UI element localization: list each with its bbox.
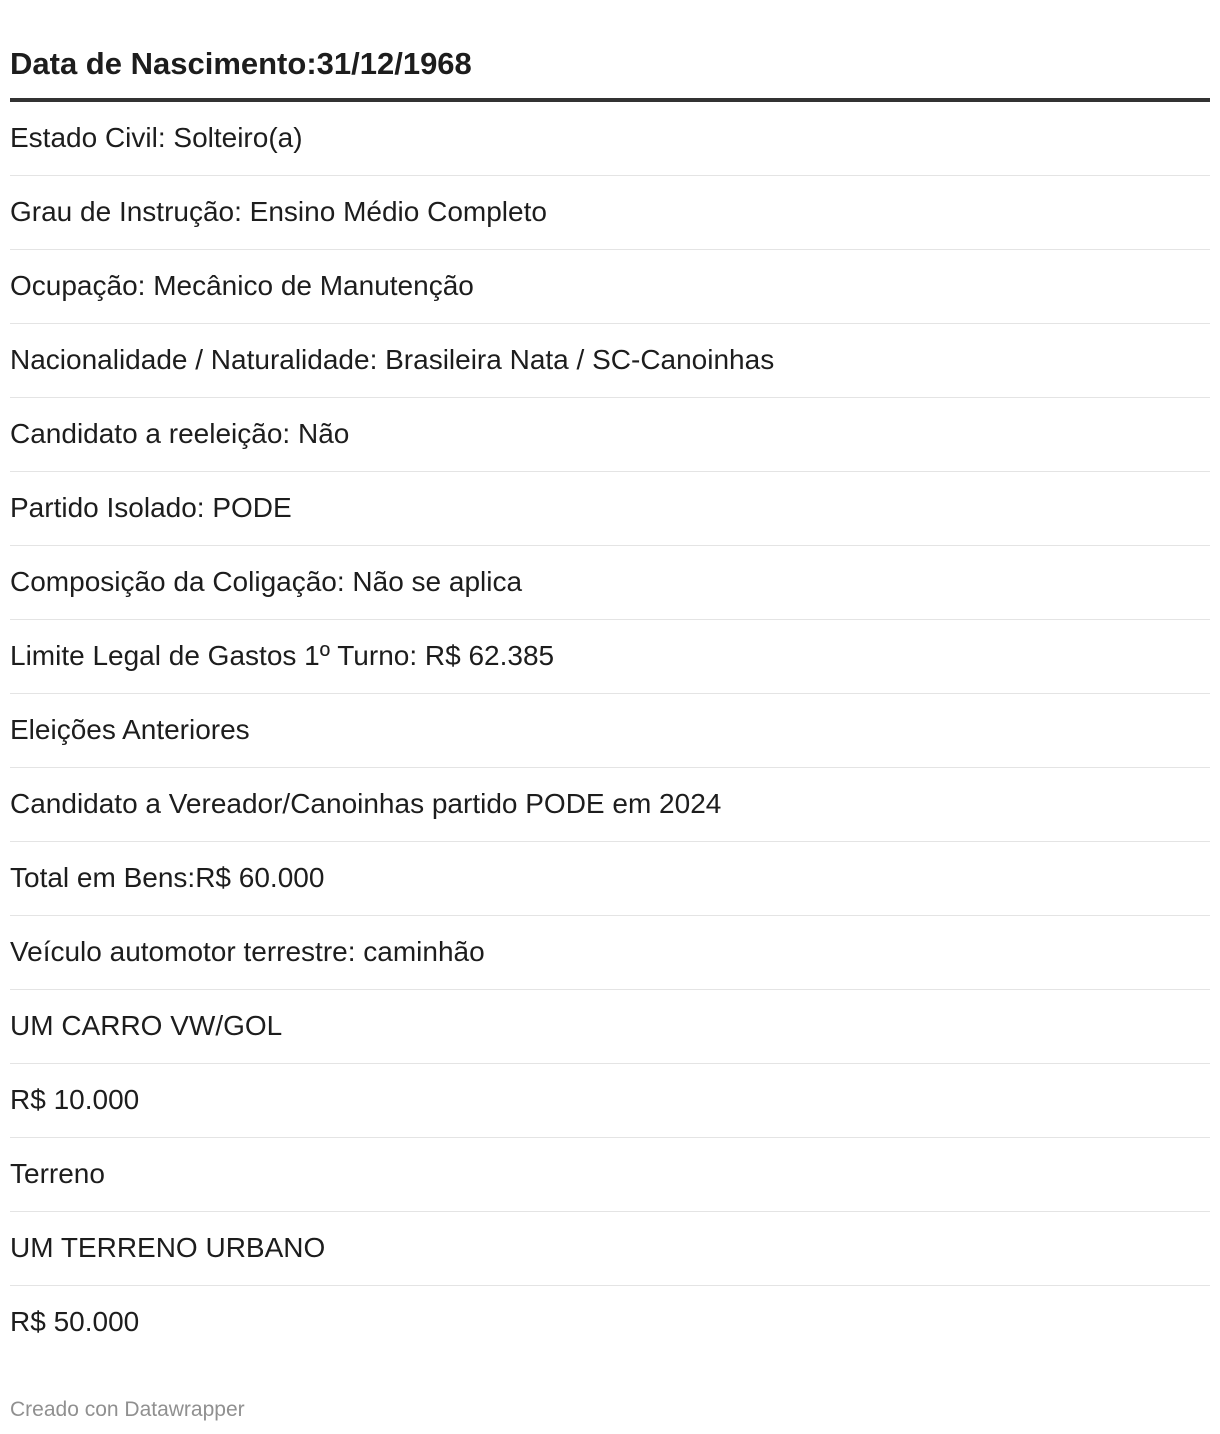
table-row xyxy=(10,916,1210,990)
table-row xyxy=(10,768,1210,842)
row-text: Grau de Instrução: Ensino Médio Completo xyxy=(10,196,547,227)
table-row xyxy=(10,102,1210,176)
row-text: Nacionalidade / Naturalidade: Brasileira Nata / SC-Canoinhas xyxy=(10,344,775,375)
row-text: Veículo automotor terrestre: caminhão xyxy=(10,936,485,967)
datawrapper-credit: Creado con Datawrapper xyxy=(10,1398,245,1421)
table-row xyxy=(10,1212,1210,1286)
row-text: Terreno xyxy=(10,1158,105,1189)
table-row xyxy=(10,842,1210,916)
row-text: R$ 50.000 xyxy=(10,1306,140,1337)
row-text: Estado Civil: Solteiro(a) xyxy=(10,122,303,153)
row-text: Partido Isolado: PODE xyxy=(10,492,292,523)
row-text: Eleições Anteriores xyxy=(10,714,250,745)
row-text: Ocupação: Mecânico de Manutenção xyxy=(10,270,474,301)
table-row xyxy=(10,694,1210,768)
row-text: Candidato a reeleição: Não xyxy=(10,418,350,449)
table-row xyxy=(10,472,1210,546)
table-row xyxy=(10,620,1210,694)
table-body xyxy=(10,102,1210,1359)
table-row xyxy=(10,1138,1210,1212)
row-text: R$ 10.000 xyxy=(10,1084,140,1115)
table-row xyxy=(10,1286,1210,1359)
row-text: Candidato a Vereador/Canoinhas partido PODE em 2024 xyxy=(10,788,722,819)
table-row xyxy=(10,1064,1210,1138)
row-text: Limite Legal de Gastos 1º Turno: R$ 62.385 xyxy=(10,640,555,671)
table-row xyxy=(10,250,1210,324)
table-row xyxy=(10,546,1210,620)
row-text: UM TERRENO URBANO xyxy=(10,1232,326,1263)
header-title: Data de Nascimento:31/12/1968 xyxy=(10,46,472,81)
table-row xyxy=(10,324,1210,398)
row-text: UM CARRO VW/GOL xyxy=(10,1010,283,1041)
table-row xyxy=(10,990,1210,1064)
row-text: Total em Bens:R$ 60.000 xyxy=(10,862,325,893)
table-header xyxy=(10,0,1210,102)
table-container xyxy=(10,0,1210,1359)
row-text: Composição da Coligação: Não se aplica xyxy=(10,566,523,597)
table-row xyxy=(10,398,1210,472)
table-row xyxy=(10,176,1210,250)
